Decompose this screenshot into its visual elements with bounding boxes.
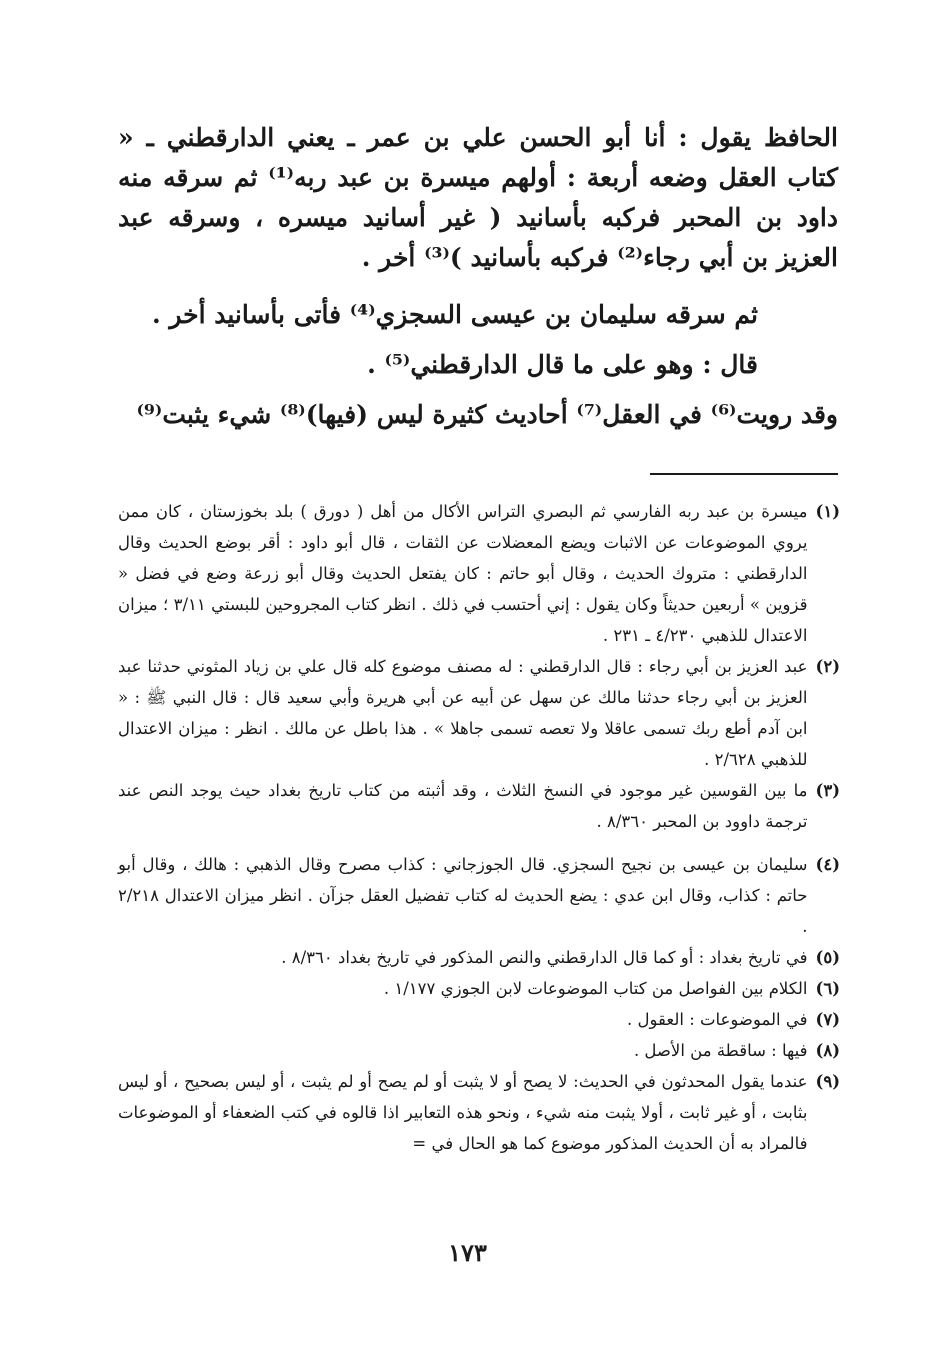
footnote-number: (٣)	[815, 781, 840, 800]
footnote-text: في الموضوعات : العقول .	[627, 1010, 808, 1029]
footnote-text: الكلام بين الفواصل من كتاب الموضوعات لابن الجوزي ١/١٧٧ .	[383, 979, 808, 998]
main-paragraph-1: الحافظ يقول : أنا أبو الحسن علي بن عمر ـ يعني الدارقطني ـ « كتاب العقل وضعه أربعة : أولهم ميسرة بن عبد ربه⁽¹⁾ ثم سرقه منه داود بن المحبر فركبه بأسانيد ( غير أسانيد ميسره ، وسرقه عبد العزيز بن أبي رجاء⁽²⁾ فركبه بأسانيد )⁽³⁾ أخر .	[118, 123, 838, 272]
footnote-number: (٥)	[815, 948, 840, 967]
footnote-9	[118, 1066, 840, 1159]
footnote-number: (١)	[815, 502, 840, 521]
main-line-3: قال : وهو على ما قال الدارقطني⁽⁵⁾ .	[367, 350, 758, 379]
footnote-text: فيها : ساقطة من الأصل .	[633, 1041, 808, 1060]
footnote-7	[118, 1004, 840, 1035]
footnote-text: ميسرة بن عبد ربه الفارسي ثم البصري التراس الأكال من أهل ( دورق ) بلد بخوزستان ، كان ممن يروي الموضوعات عن الاثبات ويضع المعضلات عن الثقات ، قال أبو داود : أقر بوضع الحديث وقال الدارقطني : متروك الحديث ، وقال أبو حاتم : كان يفتعل الحديث وقال أبو زرعة وضع في فضل « قزوين » أربعين حديثاً وكان يقول : إني أحتسب في ذلك . انظر كتاب المجروحين للبستي ٣/١١ ؛ ميزان الاعتدال للذهبي ٤/٢٣٠ ـ ٢٣١ .	[118, 502, 808, 645]
footnote-number: (٧)	[815, 1010, 840, 1029]
footnotes	[118, 496, 840, 1159]
main-line-4: وقد رويت⁽⁶⁾ في العقل⁽⁷⁾ أحاديث كثيرة ليس (فيها)⁽⁸⁾ شيء يثبت⁽⁹⁾	[136, 400, 838, 429]
footnote-number: (٢)	[815, 657, 840, 676]
page-number: ١٧٣	[448, 1238, 487, 1267]
footnote-number: (٤)	[815, 855, 840, 874]
footnote-1	[118, 496, 840, 651]
footnote-2	[118, 651, 840, 775]
footnote-number: (٩)	[815, 1072, 840, 1091]
footnote-8	[118, 1035, 840, 1066]
footnote-text: سليمان بن عيسى بن نجيح السجزي. قال الجوزجاني : كذاب مصرح وقال الذهبي : هالك ، وقال أبو حاتم : كذاب، وقال ابن عدي : يضع الحديث له كتاب تفضيل العقل جزآن . انظر ميزان الاعتدال ٢/٢١٨ .	[118, 855, 808, 936]
footnote-3	[118, 775, 840, 837]
footnote-5	[118, 942, 840, 973]
footnote-4	[118, 849, 840, 942]
footnote-number: (٦)	[815, 979, 840, 998]
footnote-text: في تاريخ بغداد : أو كما قال الدارقطني والنص المذكور في تاريخ بغداد ٨/٣٦٠ .	[281, 948, 808, 967]
footnote-text: ما بين القوسين غير موجود في النسخ الثلاث ، وقد أثبته من كتاب تاريخ بغداد حيث يوجد النص عند ترجمة داوود بن المحبر ٨/٣٦٠ .	[118, 781, 808, 831]
footnote-text: عندما يقول المحدثون في الحديث: لا يصح أو لا يثبت أو لم يصح أو لم يثبت ، أو ليس بصحيح ، أو ليس بثابت ، أو غير ثابت ، أولا يثبت منه شيء ، ونحو هذه التعابير اذا قالوه في كتب الضعفاء أو الموضوعات فالمراد به أن الحديث المذكور موضوع كما هو الحال في =	[118, 1072, 808, 1153]
footnote-6	[118, 973, 840, 1004]
footnote-number: (٨)	[815, 1041, 840, 1060]
main-line-2: ثم سرقه سليمان بن عيسى السجزي⁽⁴⁾ فأتى بأسانيد أخر .	[151, 300, 758, 329]
footnote-text: عبد العزيز بن أبي رجاء : قال الدارقطني : له مصنف موضوع كله قال علي بن زياد المثوني حدثنا عبد العزيز بن أبي رجاء حدثنا مالك عن سهل عن أبيه عن أبي هريرة وأبي سعيد قال : قال النبي ﷺ : « ابن آدم أطع ربك تسمى عاقلا ولا تعصه تسمى جاهلا » . هذا باطل عن مالك . انظر : ميزان الاعتدال للذهبي ٢/٦٢٨ .	[118, 657, 808, 769]
footnote-separator	[650, 473, 838, 475]
main-text	[118, 118, 838, 440]
